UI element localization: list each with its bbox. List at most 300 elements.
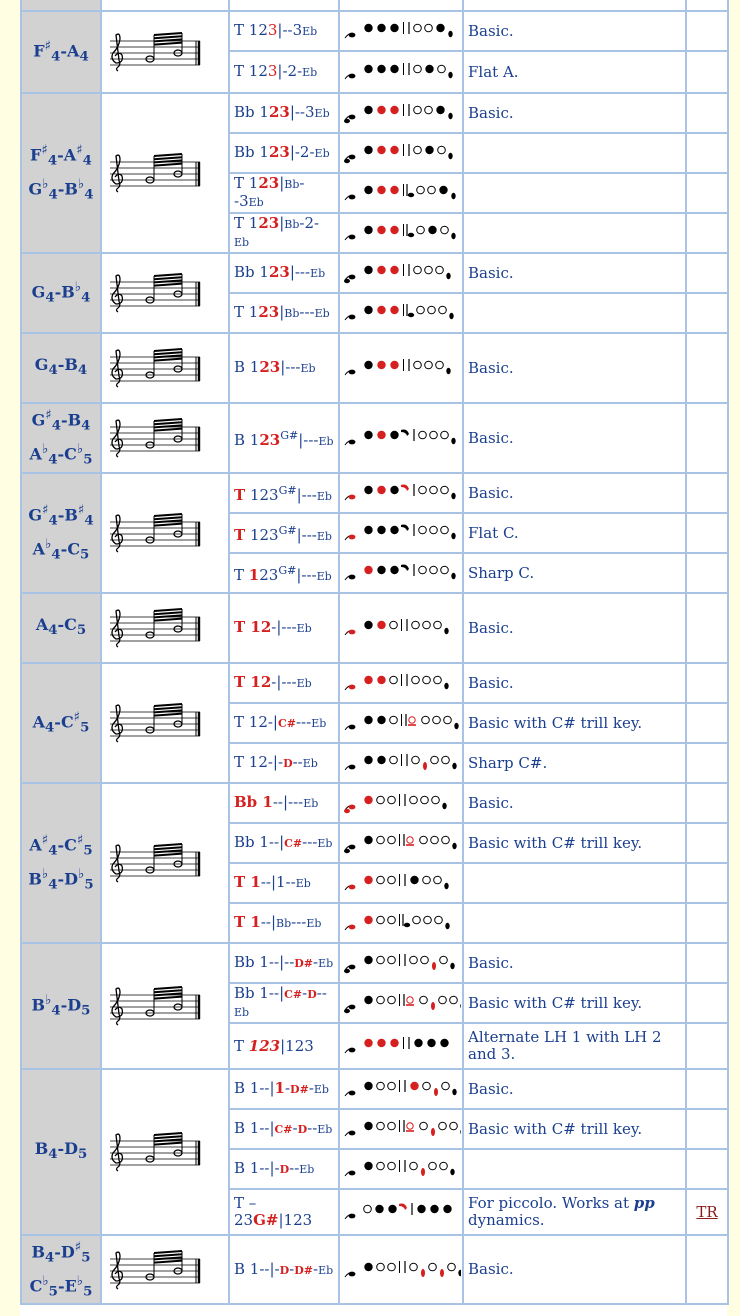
open-key-6 bbox=[431, 836, 439, 844]
e-flat-key-9 bbox=[452, 763, 456, 769]
thumb-key-icon bbox=[345, 885, 355, 890]
closed-key-0 bbox=[364, 306, 372, 314]
fingering-chart-cell bbox=[339, 1023, 463, 1069]
g-sharp-key-3 bbox=[401, 485, 409, 492]
fingering-diagram bbox=[343, 181, 461, 205]
note-range: $G_4-B_4$ bbox=[34, 355, 88, 379]
e-flat-key-9 bbox=[450, 963, 454, 969]
thumb-key-icon bbox=[345, 1214, 355, 1219]
reference-cell bbox=[686, 293, 728, 333]
fingering-text: B 1--|-D--Eb bbox=[229, 1149, 339, 1189]
fingering-text: T –23G#|123 bbox=[229, 1189, 339, 1235]
comment-cell: Basic with C# trill key. bbox=[463, 1109, 686, 1149]
e-flat-key-8 bbox=[452, 843, 456, 849]
table-row bbox=[21, 11, 728, 51]
g-sharp-key-3 bbox=[401, 565, 409, 572]
thumb-key-icon bbox=[344, 965, 355, 974]
reference-cell bbox=[686, 823, 728, 863]
table-row bbox=[21, 663, 728, 703]
open-key-5 bbox=[419, 431, 427, 439]
open-key-5 bbox=[414, 65, 422, 73]
closed-key-1 bbox=[377, 526, 385, 534]
fingering-text: Bb 123|--3Eb bbox=[229, 93, 339, 133]
fingering-chart-cell bbox=[339, 11, 463, 51]
open-key-6 bbox=[423, 676, 431, 684]
staff-cell bbox=[101, 403, 229, 473]
fingering-text: Bb 1--|--D#-Eb bbox=[229, 943, 339, 983]
fingering-chart-cell bbox=[339, 943, 463, 983]
reference-cell bbox=[686, 863, 728, 903]
open-key-5 bbox=[414, 361, 422, 369]
closed-key-0 bbox=[364, 186, 372, 194]
c-sharp-trill-key-4 bbox=[404, 1120, 414, 1132]
closed-key-highlighted-1 bbox=[377, 186, 385, 194]
e-flat-key-8 bbox=[451, 233, 455, 239]
fingering-text: T $123^{G\#}|---Eb$ bbox=[229, 473, 339, 513]
closed-key-0 bbox=[364, 106, 372, 114]
closed-key-6 bbox=[425, 146, 433, 154]
comment-cell: Basic. bbox=[463, 333, 686, 403]
open-key-7 bbox=[429, 1263, 437, 1271]
thumb-key-icon bbox=[345, 925, 355, 930]
comment-cell: Basic. bbox=[463, 1069, 686, 1109]
thumb-key-icon bbox=[345, 495, 355, 500]
e-flat-key-8 bbox=[451, 573, 455, 579]
open-key-7 bbox=[441, 566, 449, 574]
closed-key-highlighted-2 bbox=[390, 226, 398, 234]
fingering-text: T 12-|C#---Eb bbox=[229, 703, 339, 743]
open-key-2 bbox=[388, 836, 396, 844]
closed-key-5 bbox=[417, 1205, 425, 1213]
open-key-5 bbox=[419, 526, 427, 534]
open-key-5 bbox=[414, 24, 422, 32]
fingering-chart-cell bbox=[339, 213, 463, 253]
open-key-5 bbox=[420, 836, 428, 844]
fingering-text: T 12-|-D--Eb bbox=[229, 743, 339, 783]
reference-cell bbox=[686, 903, 728, 943]
fingering-text: T 123|-2-Eb bbox=[229, 51, 339, 93]
fingering-diagram bbox=[343, 791, 461, 815]
closed-key-highlighted-0 bbox=[364, 676, 372, 684]
e-flat-key-8 bbox=[444, 683, 448, 689]
reference-cell bbox=[686, 1189, 728, 1235]
staff-notation bbox=[104, 1247, 204, 1293]
fingering-diagram bbox=[343, 1157, 461, 1181]
open-key-5 bbox=[414, 106, 422, 114]
fingering-diagram bbox=[343, 1258, 461, 1282]
e-flat-key-8 bbox=[442, 803, 446, 809]
fingering-diagram bbox=[343, 951, 461, 975]
e-flat-key-10 bbox=[458, 1269, 461, 1275]
note-cell bbox=[21, 403, 101, 473]
open-key-7 bbox=[441, 226, 449, 234]
comment-cell: Basic with C# trill key. bbox=[463, 703, 686, 743]
note-range: $A^♭_4-C^♭_5$ bbox=[29, 441, 93, 468]
reference-cell bbox=[686, 593, 728, 663]
open-key-6 bbox=[425, 106, 433, 114]
fingering-chart-cell bbox=[339, 253, 463, 293]
open-key-6 bbox=[430, 431, 438, 439]
fingering-chart-cell bbox=[339, 823, 463, 863]
reference-cell bbox=[686, 1235, 728, 1304]
thumb-key-icon bbox=[345, 630, 355, 635]
table-row bbox=[21, 93, 728, 133]
table-row bbox=[21, 1069, 728, 1109]
reference-cell bbox=[686, 403, 728, 473]
note-cell bbox=[21, 11, 101, 93]
e-flat-key-8 bbox=[449, 313, 453, 319]
d-trill-key-6 bbox=[431, 1128, 435, 1136]
staff-cell bbox=[101, 1069, 229, 1235]
closed-key-0 bbox=[364, 146, 372, 154]
closed-key-highlighted-1 bbox=[377, 306, 385, 314]
fingering-chart-cell bbox=[339, 333, 463, 403]
note-cell bbox=[21, 1235, 101, 1304]
treble-clef-icon bbox=[112, 705, 122, 742]
closed-key-5 bbox=[414, 1039, 422, 1047]
thumb-key-icon bbox=[345, 765, 355, 770]
d-trill-key-6 bbox=[421, 1269, 425, 1277]
reference-cell bbox=[686, 473, 728, 513]
fingering-diagram bbox=[343, 991, 461, 1015]
open-key-6 bbox=[430, 526, 438, 534]
fingering-chart-cell bbox=[339, 51, 463, 93]
note-cell bbox=[21, 663, 101, 783]
c-sharp-trill-key-4 bbox=[404, 834, 414, 846]
closed-key-7 bbox=[439, 186, 447, 194]
fingering-diagram bbox=[343, 426, 461, 450]
fingering-chart-cell bbox=[339, 553, 463, 593]
closed-key-highlighted-0 bbox=[364, 796, 372, 804]
staff-notation bbox=[104, 270, 204, 316]
thumb-key-icon bbox=[345, 370, 355, 375]
reference-cell bbox=[686, 943, 728, 983]
staff-notation bbox=[104, 605, 204, 651]
open-key-7 bbox=[439, 306, 447, 314]
e-flat-key-9 bbox=[450, 1169, 454, 1175]
note-cell bbox=[21, 473, 101, 593]
closed-key-2 bbox=[390, 65, 398, 73]
reference-cell bbox=[686, 11, 728, 51]
treble-clef-icon bbox=[112, 845, 122, 882]
fingering-chart-cell bbox=[339, 403, 463, 473]
fingering-text: T 1--|Bb---Eb bbox=[229, 903, 339, 943]
comment-cell: Basic. bbox=[463, 943, 686, 983]
e-flat-key-8 bbox=[446, 273, 450, 279]
table-row bbox=[21, 943, 728, 983]
comment-cell: Basic. bbox=[463, 473, 686, 513]
closed-key-0 bbox=[364, 836, 372, 844]
closed-key-0 bbox=[364, 266, 372, 274]
thumb-key-icon bbox=[345, 440, 355, 445]
fingering-text: T 123|--3Eb bbox=[229, 11, 339, 51]
comment-cell: Basic. bbox=[463, 403, 686, 473]
note-range: $A_4-C_5$ bbox=[35, 615, 87, 639]
closed-key-0 bbox=[364, 226, 372, 234]
fingering-table bbox=[20, 0, 729, 1305]
open-key-8 bbox=[442, 756, 450, 764]
fingering-diagram bbox=[343, 751, 461, 775]
e-flat-key-8 bbox=[451, 193, 455, 199]
g-sharp-key-3 bbox=[399, 1204, 407, 1211]
fingering-chart-cell bbox=[339, 783, 463, 823]
treble-clef-icon bbox=[112, 1252, 122, 1289]
open-key-7 bbox=[436, 266, 444, 274]
note-range: $G_4-B^♭_4$ bbox=[31, 279, 91, 306]
d-trill-key-7 bbox=[432, 962, 436, 970]
fingering-diagram bbox=[343, 1034, 461, 1058]
open-key-7 bbox=[441, 526, 449, 534]
staff-cell bbox=[101, 11, 229, 93]
reference-cell bbox=[686, 1069, 728, 1109]
treble-clef-icon bbox=[112, 275, 122, 312]
staff-notation bbox=[104, 29, 204, 75]
open-key-7 bbox=[439, 1122, 447, 1130]
closed-key-0 bbox=[364, 486, 372, 494]
open-key-5 bbox=[417, 226, 425, 234]
e-flat-key-8 bbox=[451, 533, 455, 539]
open-key-7 bbox=[444, 716, 452, 724]
thumb-key-icon bbox=[344, 845, 355, 854]
closed-key-1 bbox=[375, 1205, 383, 1213]
e-flat-key-8 bbox=[446, 368, 450, 374]
table-row bbox=[21, 1235, 728, 1304]
comment-cell bbox=[463, 1149, 686, 1189]
closed-key-highlighted-1 bbox=[377, 431, 385, 439]
fingering-chart-cell bbox=[339, 663, 463, 703]
thumb-key-icon bbox=[344, 1005, 355, 1014]
reference-cell bbox=[686, 1149, 728, 1189]
open-key-6 bbox=[433, 716, 441, 724]
fingering-text: T 1--|1--Eb bbox=[229, 863, 339, 903]
e-flat-key-8 bbox=[448, 31, 452, 37]
open-key-5 bbox=[410, 796, 418, 804]
e-flat-key-8 bbox=[451, 438, 455, 444]
fingering-diagram bbox=[343, 711, 461, 735]
fingering-chart-cell bbox=[339, 743, 463, 783]
open-key-1 bbox=[377, 1082, 385, 1090]
closed-key-highlighted-1 bbox=[377, 361, 385, 369]
reference-link[interactable]: TR bbox=[696, 1202, 718, 1221]
note-range: $B^♭_4-D^♭_5$ bbox=[28, 866, 94, 893]
fingering-chart-cell bbox=[339, 593, 463, 663]
open-key-1 bbox=[377, 916, 385, 924]
bb-key-4 bbox=[407, 224, 414, 237]
open-key-8 bbox=[442, 1082, 450, 1090]
open-key-5 bbox=[420, 1122, 428, 1130]
note-cell bbox=[21, 93, 101, 253]
open-key-6 bbox=[425, 266, 433, 274]
open-key-7 bbox=[432, 796, 440, 804]
open-key-7 bbox=[438, 146, 446, 154]
closed-key-highlighted-1 bbox=[377, 676, 385, 684]
reference-cell bbox=[686, 93, 728, 133]
note-range: $G^♯_4-B_4$ bbox=[31, 407, 91, 434]
open-key-8 bbox=[450, 996, 458, 1004]
open-key-6 bbox=[425, 361, 433, 369]
closed-key-1 bbox=[377, 566, 385, 574]
closed-key-highlighted-1 bbox=[377, 106, 385, 114]
fingering-text: B 1--|C#-D--Eb bbox=[229, 1109, 339, 1149]
fingering-diagram bbox=[343, 911, 461, 935]
thumb-key-icon bbox=[345, 725, 355, 730]
g-sharp-key-3 bbox=[401, 525, 409, 532]
closed-key-0 bbox=[364, 526, 372, 534]
fingering-chart-cell bbox=[339, 133, 463, 173]
treble-clef-icon bbox=[112, 1134, 122, 1171]
open-key-7 bbox=[442, 836, 450, 844]
open-key-1 bbox=[377, 1263, 385, 1271]
fingering-text: Bb 123|---Eb bbox=[229, 253, 339, 293]
fingering-text: T 12-|---Eb bbox=[229, 663, 339, 703]
note-range: $G^♯_4-B^♯_4$ bbox=[28, 502, 94, 529]
fingering-diagram bbox=[343, 871, 461, 895]
thumb-key-icon bbox=[345, 235, 355, 240]
open-key-1 bbox=[377, 956, 385, 964]
open-key-5 bbox=[414, 146, 422, 154]
note-cell bbox=[21, 333, 101, 403]
closed-key-highlighted-0 bbox=[364, 1039, 372, 1047]
closed-key-7 bbox=[436, 106, 444, 114]
reference-cell bbox=[686, 333, 728, 403]
table-row bbox=[21, 333, 728, 403]
note-range: $G^♭_4-B^♭_4$ bbox=[28, 176, 94, 203]
e-flat-key-8 bbox=[451, 493, 455, 499]
note-range: $A^♯_4-C^♯_5$ bbox=[29, 832, 93, 859]
fingering-diagram bbox=[343, 521, 461, 545]
closed-key-highlighted-2 bbox=[390, 106, 398, 114]
open-key-2 bbox=[388, 1263, 396, 1271]
open-key-2 bbox=[388, 956, 396, 964]
open-key-2 bbox=[390, 621, 398, 629]
closed-key-0 bbox=[364, 1162, 372, 1170]
closed-key-0 bbox=[364, 1122, 372, 1130]
closed-key-0 bbox=[364, 431, 372, 439]
closed-key-highlighted-2 bbox=[390, 306, 398, 314]
comment-cell bbox=[463, 903, 686, 943]
closed-key-1 bbox=[377, 65, 385, 73]
open-key-7 bbox=[438, 65, 446, 73]
fingering-text: T $123^{G\#}|---Eb$ bbox=[229, 513, 339, 553]
treble-clef-icon bbox=[112, 350, 122, 387]
fingering-chart-cell bbox=[339, 1109, 463, 1149]
closed-key-2 bbox=[390, 431, 398, 439]
fingering-chart-cell bbox=[339, 473, 463, 513]
closed-key-highlighted-1 bbox=[377, 226, 385, 234]
reference-cell bbox=[686, 133, 728, 173]
open-key-5 bbox=[422, 716, 430, 724]
thumb-key-icon bbox=[344, 805, 355, 814]
comment-cell: Alternate LH 1 with LH 2 and 3. bbox=[463, 1023, 686, 1069]
comment-cell bbox=[463, 293, 686, 333]
closed-key-2 bbox=[388, 1205, 396, 1213]
e-flat-key-8 bbox=[454, 723, 458, 729]
note-cell bbox=[21, 1069, 101, 1235]
open-key-6 bbox=[424, 916, 432, 924]
staff-notation bbox=[104, 345, 204, 391]
open-key-6 bbox=[428, 306, 436, 314]
closed-key-1 bbox=[377, 24, 385, 32]
fingering-text: Bb 123|-2-Eb bbox=[229, 133, 339, 173]
comment-cell: Basic. bbox=[463, 783, 686, 823]
bb-key-4 bbox=[403, 914, 410, 927]
fingering-diagram bbox=[343, 261, 461, 285]
open-key-7 bbox=[431, 756, 439, 764]
e-flat-key-9 bbox=[460, 1129, 461, 1135]
reference-cell bbox=[686, 1109, 728, 1149]
closed-key-highlighted-0 bbox=[364, 916, 372, 924]
e-flat-key-8 bbox=[448, 153, 452, 159]
comment-cell: For piccolo. Works at pp dynamics. bbox=[463, 1189, 686, 1235]
thumb-key-icon bbox=[345, 685, 355, 690]
staff-cell bbox=[101, 93, 229, 253]
closed-key-highlighted-1 bbox=[377, 486, 385, 494]
fingering-text: T 123|123 bbox=[229, 1023, 339, 1069]
closed-key-0 bbox=[364, 361, 372, 369]
fingering-chart-cell bbox=[339, 983, 463, 1023]
note-range: $B_4-D^♯_5$ bbox=[31, 1239, 91, 1266]
fingering-chart-cell bbox=[339, 863, 463, 903]
fingering-diagram bbox=[343, 101, 461, 125]
fingering-text: Bb 1--|C#---Eb bbox=[229, 823, 339, 863]
note-range: $F^♯_4-A^♯_4$ bbox=[30, 142, 92, 169]
note-range: $F^♯_4-A_4$ bbox=[33, 38, 89, 65]
open-key-2 bbox=[390, 756, 398, 764]
closed-key-0 bbox=[364, 996, 372, 1004]
fingering-chart-cell bbox=[339, 513, 463, 553]
note-cell bbox=[21, 253, 101, 333]
reference-cell bbox=[686, 703, 728, 743]
fingering-diagram bbox=[343, 481, 461, 505]
open-key-2 bbox=[388, 876, 396, 884]
e-flat-key-8 bbox=[445, 923, 449, 929]
fingering-diagram bbox=[343, 301, 461, 325]
table-row bbox=[21, 593, 728, 663]
fingering-diagram bbox=[343, 1117, 461, 1141]
staff-cell bbox=[101, 593, 229, 663]
closed-key-0 bbox=[364, 716, 372, 724]
open-key-7 bbox=[441, 486, 449, 494]
closed-key-2 bbox=[390, 486, 398, 494]
treble-clef-icon bbox=[112, 610, 122, 647]
fingering-text: B $123^{G\#}|---Eb$ bbox=[229, 403, 339, 473]
table-row bbox=[21, 0, 728, 11]
e-flat-key-8 bbox=[444, 628, 448, 634]
open-key-7 bbox=[439, 996, 447, 1004]
open-key-5 bbox=[412, 621, 420, 629]
fingering-chart-cell bbox=[339, 293, 463, 333]
closed-key-6 bbox=[425, 65, 433, 73]
open-key-6 bbox=[430, 566, 438, 574]
bb-key-4 bbox=[407, 304, 414, 317]
closed-key-highlighted-2 bbox=[390, 146, 398, 154]
closed-key-highlighted-2 bbox=[390, 361, 398, 369]
open-key-2 bbox=[388, 916, 396, 924]
table-row bbox=[21, 473, 728, 513]
staff-notation bbox=[104, 983, 204, 1029]
thumb-key-icon bbox=[345, 535, 355, 540]
fingering-diagram bbox=[343, 1077, 461, 1101]
fingering-chart-cell bbox=[339, 93, 463, 133]
open-key-6 bbox=[421, 796, 429, 804]
staff-cell bbox=[101, 943, 229, 1069]
open-key-9 bbox=[448, 1263, 456, 1271]
closed-key-highlighted-1 bbox=[377, 266, 385, 274]
reference-cell bbox=[686, 173, 728, 213]
comment-cell: Flat C. bbox=[463, 513, 686, 553]
comment-cell: Sharp C. bbox=[463, 553, 686, 593]
open-key-5 bbox=[419, 566, 427, 574]
